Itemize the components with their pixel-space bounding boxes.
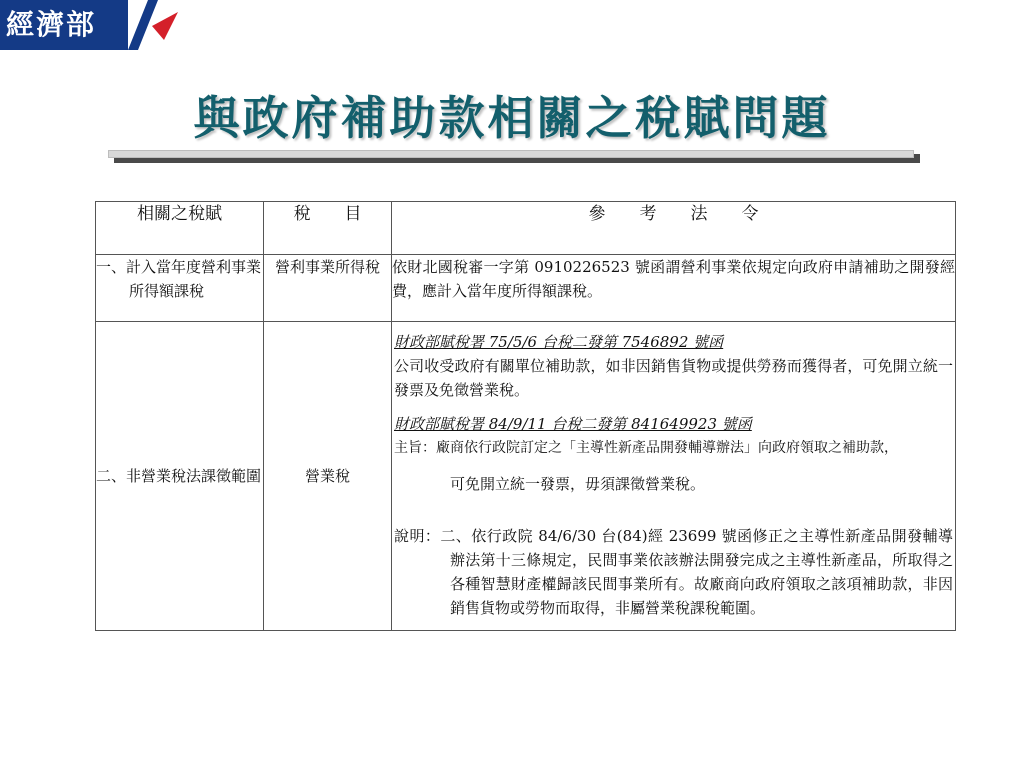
category-cell: 二、非營業稅法課徵範圍 xyxy=(96,322,264,631)
tax-item-cell: 營利事業所得稅 xyxy=(264,255,392,322)
tax-item-cell: 營業稅 xyxy=(264,322,392,631)
table-row xyxy=(96,255,956,322)
logo-emblem-icon xyxy=(118,0,190,50)
ruling-gist-continued: 可免開立統一發票，毋須課徵營業稅。 xyxy=(450,475,706,493)
ruling-reference: 財政部賦稅署 84/9/11 台稅二發第 841649923 號函 xyxy=(394,415,752,433)
title-underline xyxy=(108,150,920,164)
table-header-row xyxy=(96,202,956,255)
ruling-explanation: 說明：二、依行政院 84/6/30 台(84)經 23699 號函修正之主導性新產品開發輔導辦法第十三條規定，民間事業依該辦法開發完成之主導性新產品，所取得之各種智慧財產權歸該民間事業所有。故廠商向政府領取之該項補助款，非因銷售貨物或勞物而取得，非屬營業稅課稅範圍。 xyxy=(394,527,953,617)
law-cell: 依財北國稅審一字第 0910226523 號函謂營利事業依規定向政府申請補助之開發經費，應計入當年度所得額課稅。 xyxy=(392,255,956,322)
table-row xyxy=(96,322,956,631)
ruling-gist: 主旨：廠商依行政院訂定之「主導性新產品開發輔導辦法」向政府領取之補助款， xyxy=(394,440,898,456)
ruling-text: 公司收受政府有關單位補助款，如非因銷售貨物或提供勞務而獲得者，可免開立統一發票及免徵營業稅。 xyxy=(394,357,953,399)
column-header: 參 考 法 令 xyxy=(392,202,956,255)
column-header: 稅 目 xyxy=(264,202,392,255)
logo-text: 經濟部 xyxy=(0,0,128,50)
page-title: 與政府補助款相關之稅賦問題 xyxy=(193,91,831,145)
column-header: 相關之稅賦 xyxy=(96,202,264,255)
ministry-logo xyxy=(0,0,190,50)
law-cell xyxy=(392,322,956,631)
ruling-reference: 財政部賦稅署 75/5/6 台稅二發第 7546892 號函 xyxy=(394,333,724,351)
category-cell: 一、計入當年度營利事業所得額課稅 xyxy=(96,255,264,322)
tax-table xyxy=(95,201,956,631)
